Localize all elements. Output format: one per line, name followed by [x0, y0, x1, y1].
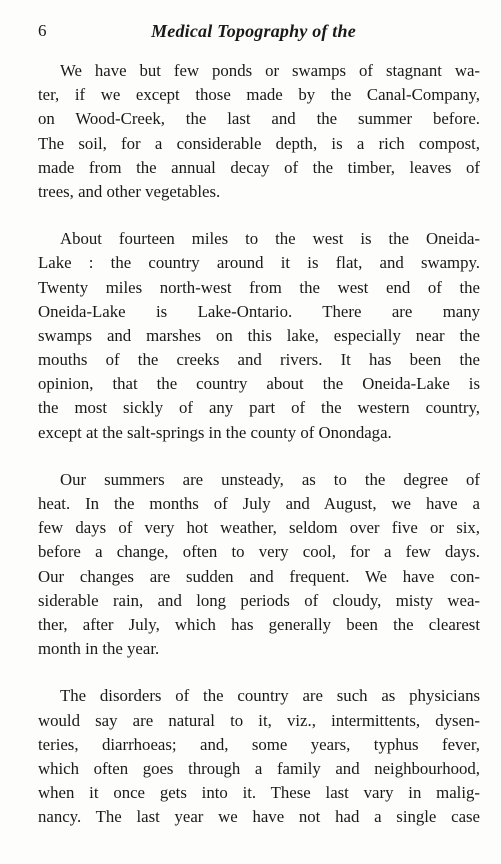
text-line: the most sickly of any part of the western country,: [38, 398, 480, 418]
text-line: Our summers are unsteady, as to the degree of: [60, 469, 480, 489]
text-line: Oneida-Lake is Lake-Ontario. There are many: [38, 301, 480, 321]
text-line: when it once gets into it. These last vary in malig-: [38, 783, 480, 803]
text-line: The soil, for a considerable depth, is a rich compost,: [38, 133, 480, 153]
text-line: About fourteen miles to the west is the Oneida-: [60, 229, 480, 249]
text-line: swamps and marshes on this lake, especially near the: [38, 325, 480, 345]
text-line: ther, after July, which has generally been the clearest: [38, 614, 480, 634]
text-line: on Wood-Creek, the last and the summer before.: [38, 109, 480, 129]
running-title: Medical Topography of the: [151, 21, 356, 41]
text-line: few days of very hot weather, seldom over five or six,: [38, 518, 480, 538]
text-line: month in the year.: [38, 639, 160, 659]
text-line: opinion, that the country about the Oneida-Lake is: [38, 374, 480, 394]
page-number: 6: [38, 21, 47, 40]
body-text: [38, 59, 480, 852]
text-line: except at the salt-springs in the county of Onondaga.: [38, 422, 392, 442]
page-header: [38, 20, 469, 42]
text-line: teries, diarrhoeas; and, some years, typhus fever,: [38, 734, 480, 754]
paragraph-summers: [38, 468, 480, 662]
text-line: Lake : the country around it is flat, and swampy.: [38, 253, 480, 273]
text-line: Our changes are sudden and frequent. We have con-: [38, 566, 480, 586]
text-line: The disorders of the country are such as physicians: [60, 686, 480, 706]
paragraph-ponds-and-soil: [38, 59, 480, 204]
text-line: trees, and other vegetables.: [38, 181, 221, 201]
text-line: mouths of the creeks and rivers. It has been the: [38, 350, 480, 370]
text-line: siderable rain, and long periods of cloudy, misty wea-: [38, 590, 480, 610]
text-line: Twenty miles north-west from the west end of the: [38, 277, 480, 297]
text-line: We have but few ponds or swamps of stagnant wa-: [60, 61, 480, 80]
text-line: would say are natural to it, viz., intermittents, dysen-: [38, 710, 480, 730]
text-line: nancy. The last year we have not had a single case: [38, 807, 480, 827]
text-line: which often goes through a family and neighbourhood,: [38, 758, 480, 778]
text-line: before a change, often to very cool, for a few days.: [38, 542, 480, 562]
paragraph-disorders: [38, 684, 480, 829]
paragraph-oneida-lake: [38, 227, 480, 445]
text-line: made from the annual decay of the timber, leaves of: [38, 157, 480, 177]
text-line: heat. In the months of July and August, we have a: [38, 494, 480, 513]
text-line: ter, if we except those made by the Canal-Company,: [38, 85, 480, 105]
